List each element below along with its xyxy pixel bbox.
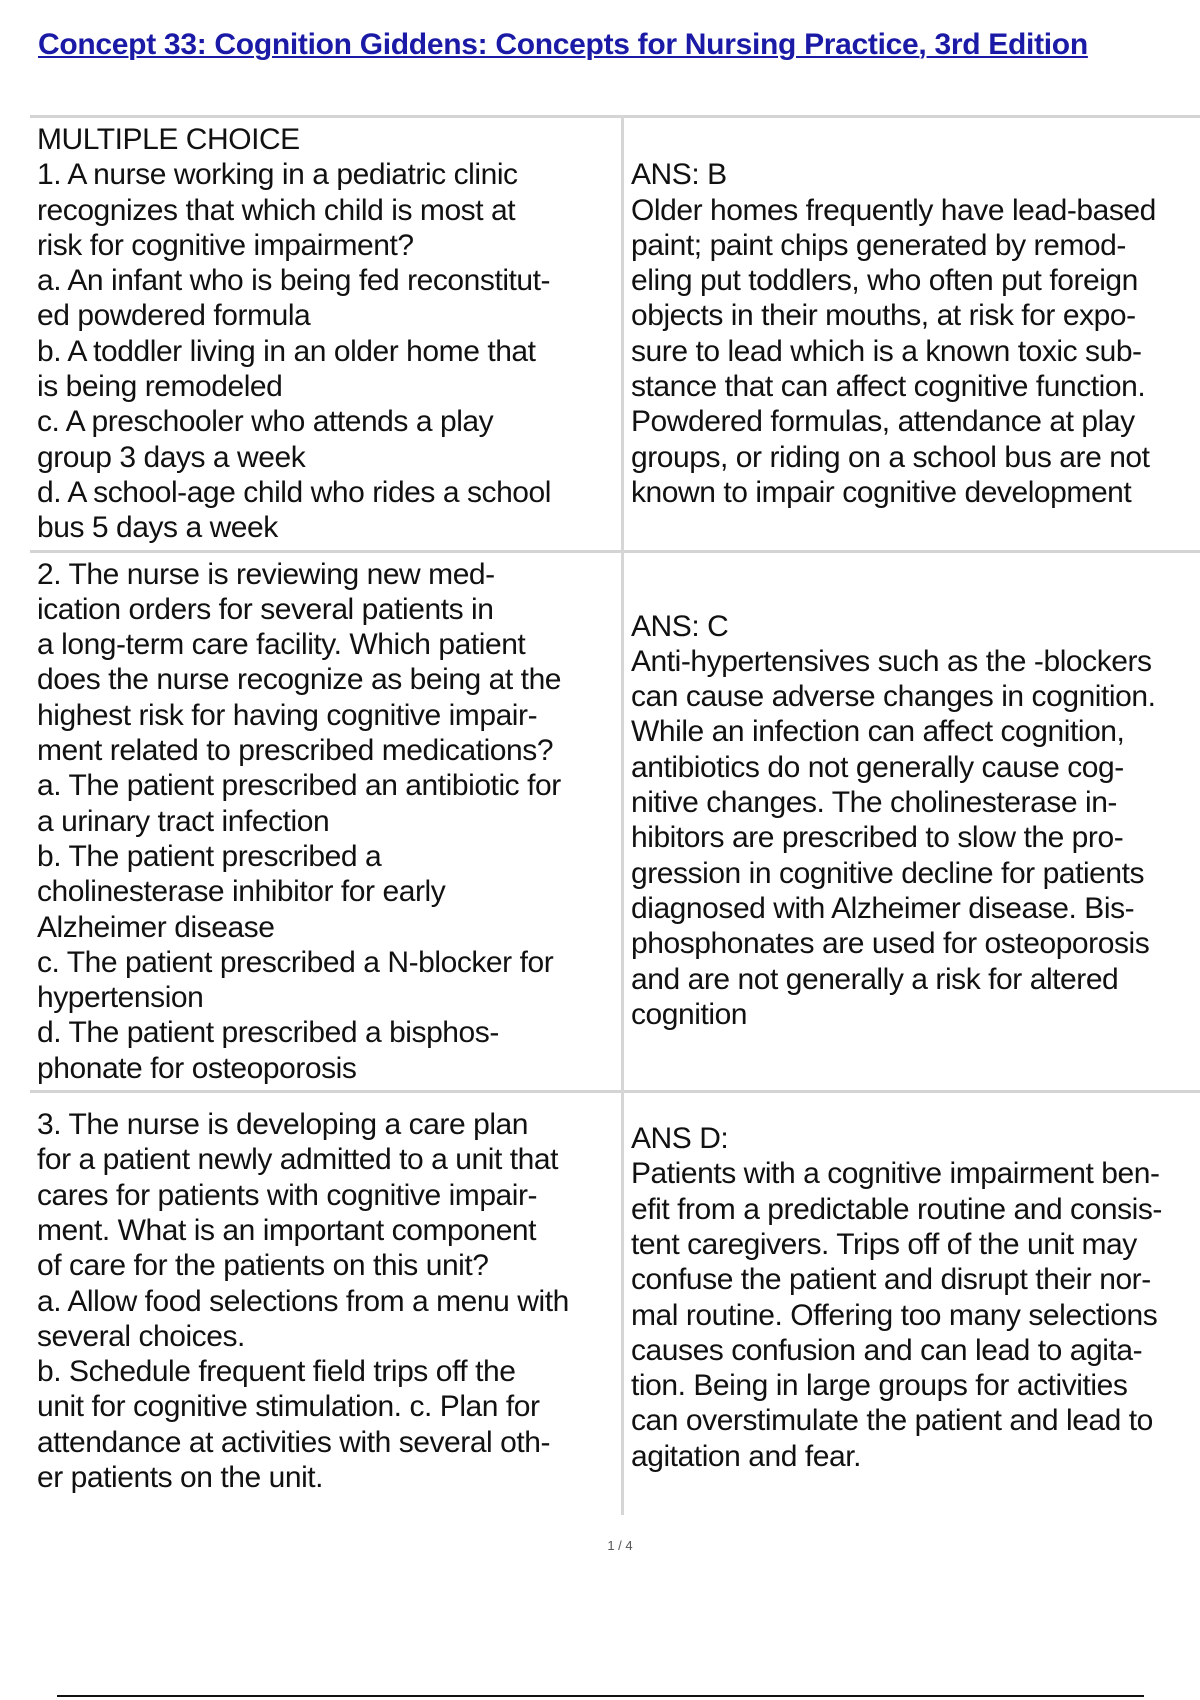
question-cell (30, 551, 623, 1091)
rationale-line: objects in their mouths, at risk for expo- (631, 299, 1136, 333)
rationale-line: tion. Being in large groups for activities (631, 1369, 1128, 1403)
footer-divider (57, 1695, 1144, 1697)
rationale-line: paint; paint chips generated by remod- (631, 228, 1126, 262)
answer-spacer (631, 557, 1200, 609)
option-line: a urinary tract infection (37, 804, 330, 838)
answer-cell (623, 117, 1200, 552)
table-row (30, 1092, 1200, 1516)
option-line: b. Schedule frequent field trips off the (37, 1355, 516, 1389)
rationale-line: confuse the patient and disrupt their nor- (631, 1263, 1151, 1297)
rationale-line: tent caregivers. Trips off of the unit may (631, 1227, 1137, 1261)
question-line: of care for the patients on this unit? (37, 1249, 489, 1283)
question-line: risk for cognitive impairment? (37, 228, 414, 262)
rationale-line: Patients with a cognitive impairment ben- (631, 1157, 1160, 1191)
question-line: 3. The nurse is developing a care plan (37, 1108, 529, 1142)
question-answer-table (30, 115, 1200, 1515)
rationale-line: diagnosed with Alzheimer disease. Bis- (631, 891, 1135, 925)
rationale-line: gression in cognitive decline for patients (631, 856, 1145, 890)
option-line: d. A school-age child who rides a school (37, 475, 551, 509)
question-line: does the nurse recognize as being at the (37, 663, 562, 697)
option-line: is being remodeled (37, 370, 283, 404)
answer-cell (623, 551, 1200, 1091)
rationale-line: sure to lead which is a known toxic sub- (631, 334, 1142, 368)
rationale-line: causes confusion and can lead to agita- (631, 1333, 1143, 1367)
answer-cell (623, 1092, 1200, 1516)
option-line: unit for cognitive stimulation. c. Plan for (37, 1390, 540, 1424)
option-line: a. Allow food selections from a menu with (37, 1284, 569, 1318)
question-line: ment related to prescribed medications? (37, 734, 554, 768)
question-cell (30, 117, 623, 552)
row-bottom-spacer (37, 1495, 615, 1511)
option-line: er patients on the unit. (37, 1460, 324, 1494)
option-line: a. The patient prescribed an antibiotic for (37, 769, 561, 803)
answer-label: ANS: C (631, 609, 729, 643)
question-line: a long-term care facility. Which patient (37, 628, 526, 662)
question-line: 2. The nurse is reviewing new med- (37, 557, 495, 591)
question-line: cares for patients with cognitive impair- (37, 1178, 538, 1212)
rationale-line: antibiotics do not generally cause cog- (631, 750, 1124, 784)
answer-spacer (631, 122, 1200, 157)
option-line: phonate for osteoporosis (37, 1051, 357, 1085)
question-line: ment. What is an important component (37, 1213, 537, 1247)
rationale-line: cognition (631, 997, 748, 1031)
rationale-line: hibitors are prescribed to slow the pro- (631, 821, 1124, 855)
rationale-line: phosphonates are used for osteoporosis (631, 927, 1150, 961)
option-line: d. The patient prescribed a bisphos- (37, 1016, 499, 1050)
rationale-line: groups, or riding on a school bus are not (631, 440, 1150, 474)
rationale-line: stance that can affect cognitive function. (631, 370, 1146, 404)
answer-label: ANS: B (631, 158, 727, 192)
table-row (30, 551, 1200, 1091)
rationale-line: can overstimulate the patient and lead to (631, 1404, 1153, 1438)
option-line: hypertension (37, 981, 204, 1015)
option-line: ed powdered formula (37, 299, 311, 333)
option-line: bus 5 days a week (37, 511, 278, 545)
option-line: a. An infant who is being fed reconstitut- (37, 264, 551, 298)
option-line: c. A preschooler who attends a play (37, 405, 494, 439)
rationale-line: Powdered formulas, attendance at play (631, 405, 1135, 439)
rationale-line: agitation and fear. (631, 1439, 861, 1473)
page-title: Concept 33: Cognition Giddens: Concepts for Nursing Practice, 3rd Edition (38, 28, 1088, 61)
answer-label: ANS D: (631, 1122, 729, 1156)
option-line: c. The patient prescribed a N-blocker for (37, 945, 554, 979)
rationale-line: and are not generally a risk for altered (631, 962, 1119, 996)
option-line: cholinesterase inhibitor for early (37, 875, 446, 909)
page-number: 1 / 4 (607, 1538, 633, 1553)
rationale-line: nitive changes. The cholinesterase in- (631, 786, 1117, 820)
rationale-line: can cause adverse changes in cognition. (631, 680, 1156, 714)
question-line: highest risk for having cognitive impair- (37, 698, 538, 732)
section-heading: MULTIPLE CHOICE (37, 123, 300, 156)
question-line: recognizes that which child is most at (37, 193, 516, 227)
option-line: attendance at activities with several oth- (37, 1425, 551, 1459)
table-row (30, 117, 1200, 552)
rationale-line: eling put toddlers, who often put foreign (631, 264, 1138, 298)
rationale-line: Anti-hypertensives such as the -blockers (631, 644, 1152, 678)
option-line: group 3 days a week (37, 440, 306, 474)
rationale-line: While an infection can affect cognition, (631, 715, 1125, 749)
question-line: for a patient newly admitted to a unit that (37, 1143, 558, 1177)
option-line: several choices. (37, 1319, 245, 1353)
option-line: b. A toddler living in an older home that (37, 334, 536, 368)
rationale-line: Older homes frequently have lead-based (631, 193, 1156, 227)
rationale-line: known to impair cognitive development (631, 475, 1132, 509)
question-line: 1. A nurse working in a pediatric clinic (37, 158, 518, 192)
option-line: b. The patient prescribed a (37, 839, 382, 873)
option-line: Alzheimer disease (37, 910, 275, 944)
question-cell (30, 1092, 623, 1516)
rationale-line: mal routine. Offering too many selections (631, 1298, 1158, 1332)
question-line: ication orders for several patients in (37, 592, 494, 626)
rationale-line: efit from a predictable routine and consis- (631, 1192, 1162, 1226)
